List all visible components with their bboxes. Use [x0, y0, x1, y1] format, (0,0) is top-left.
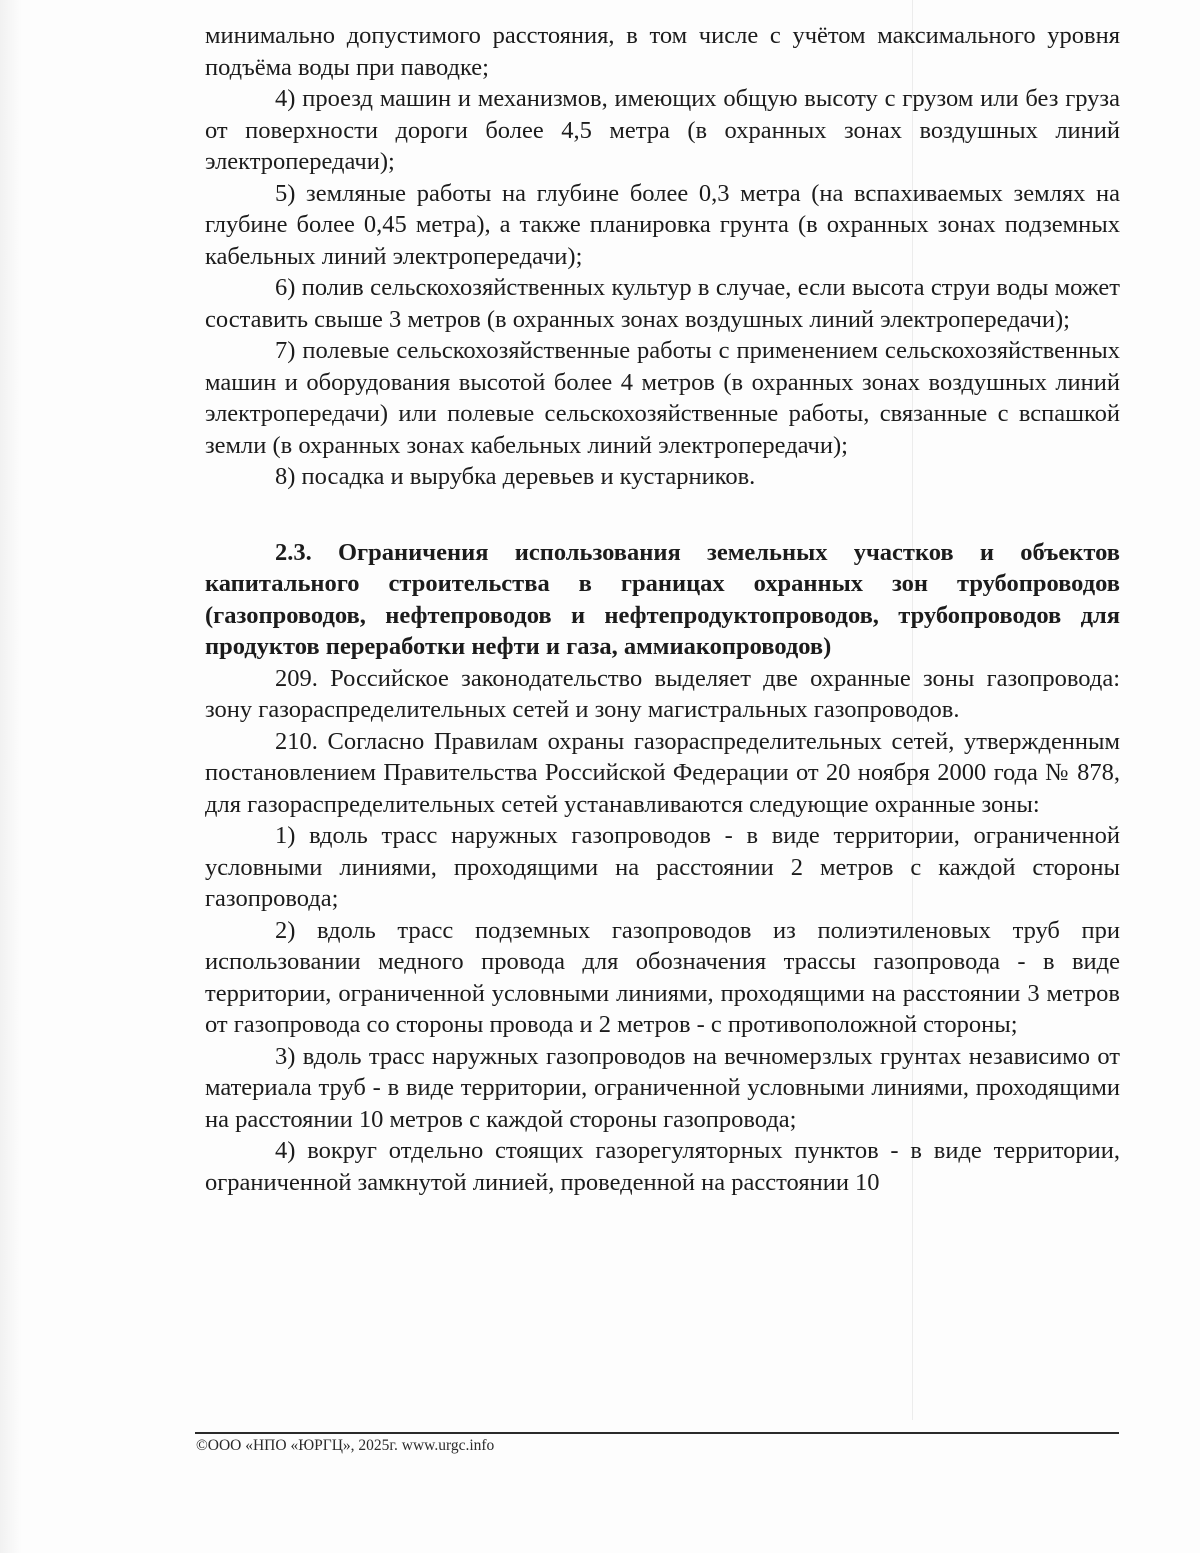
footer-divider	[195, 1432, 1119, 1434]
zone-item-3: 3) вдоль трасс наружных газопроводов на вечномерзлых грунтах независимо от материала труб - в виде территории, ограниченной условными линиями, проходящими на расстоянии 10 метров с каждой стороны газопровода;	[205, 1042, 1120, 1133]
list-item-8: 8) посадка и вырубка деревьев и кустарников.	[275, 463, 756, 490]
zone-item-2: 2) вдоль трасс подземных газопроводов из полиэтиленовых труб при использовании медного провода для обозначения трассы газопровода - в виде территории, ограниченной условными линиями, проходящими на расстоянии 3 метров от газопровода со стороны провода и 2 метров - с противоположной стороны;	[205, 916, 1120, 1038]
list-item-4: 4) проезд машин и механизмов, имеющих общую высоту с грузом или без груза от поверхности дороги более 4,5 метра (в охранных зонах воздушных линий электропередачи);	[205, 85, 1120, 175]
paragraph-210: 210. Согласно Правилам охраны газораспределительных сетей, утвержденным постановлением Правительства Российской Федерации от 20 ноября 2000 года № 878, для газораспределительных сетей устанавливаются следующие охранные зоны:	[205, 727, 1120, 818]
section-heading: 2.3. Ограничения использования земельных участков и объектов капитального строительства в границах охранных зон трубопроводов (газопроводов, нефтепроводов и нефтепродуктопроводов, трубопроводов для продуктов переработки нефти и газа, аммиакопроводов)	[205, 538, 1120, 660]
zone-item-4: 4) вокруг отдельно стоящих газорегуляторных пунктов - в виде территории, ограниченной замкнутой линией, проведенной на расстоянии 10	[205, 1137, 1120, 1196]
zone-item-1: 1) вдоль трасс наружных газопроводов - в виде территории, ограниченной условными линиями, проходящими на расстоянии 2 метров с каждой стороны газопровода;	[205, 822, 1120, 912]
section-gap	[205, 493, 1120, 515]
list-item-7: 7) полевые сельскохозяйственные работы с применением сельскохозяйственных машин и оборудования высотой более 4 метров (в охранных зонах воздушных линий электропередачи) или полевые сельскохозяйственные работы, связанные с вспашкой земли (в охранных зонах кабельных линий электропередачи);	[205, 337, 1120, 459]
list-item-6: 6) полив сельскохозяйственных культур в случае, если высота струи воды может составить свыше 3 метров (в охранных зонах воздушных линий электропередачи);	[205, 274, 1120, 333]
scan-edge-shadow	[0, 0, 22, 1553]
paragraph-209: 209. Российское законодательство выделяет две охранные зоны газопровода: зону газораспределительных сетей и зону магистральных газопроводов.	[205, 664, 1120, 723]
list-item-5: 5) земляные работы на глубине более 0,3 метра (на вспахиваемых землях на глубине более 0,45 метра), а также планировка грунта (в охранных зонах подземных кабельных линий электропередачи);	[205, 179, 1120, 270]
footer-copyright: ©ООО «НПО «ЮРГЦ», 2025г. www.urgc.info	[196, 1437, 495, 1454]
paragraph-continuation: минимально допустимого расстояния, в том числе с учётом максимального уровня подъёма воды при паводке;	[205, 22, 1120, 81]
page-body	[205, 20, 1120, 1198]
